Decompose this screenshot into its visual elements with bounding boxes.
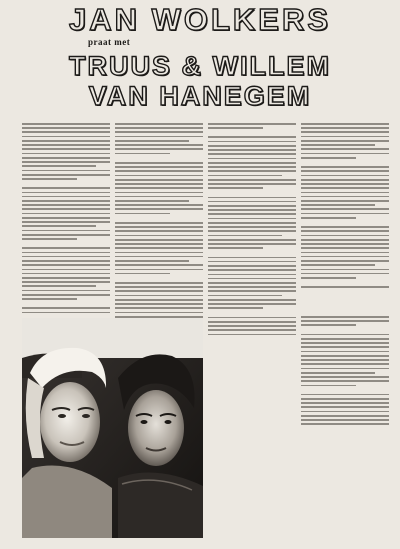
text-line [301,131,389,133]
text-line [208,153,296,155]
text-line [208,243,296,245]
text-line [301,123,389,125]
text-line [301,153,389,155]
text-line [208,197,296,199]
text-line [301,260,389,262]
text-line [208,183,296,185]
text-line [115,222,203,224]
text-line [208,286,296,288]
text-line [208,170,296,172]
text-line [115,140,189,142]
text-line [22,269,110,271]
text-line [301,166,389,168]
body-text [115,123,203,330]
text-line [115,247,203,249]
text-line [301,419,389,421]
text-line [301,226,389,228]
text-line [22,260,110,262]
text-line [301,183,389,185]
text-line [208,317,296,319]
text-line [115,148,203,150]
text-line [301,277,356,279]
text-line [208,299,296,301]
text-line [22,221,110,223]
text-line [22,192,110,194]
text-line [301,324,356,326]
text-line [115,192,203,194]
text-line [208,218,296,220]
text-line [301,256,389,258]
headline-connector: praat met [88,37,131,47]
text-line [301,415,389,417]
text-line [115,136,203,138]
text-line [115,290,203,292]
text-line [301,368,389,370]
text-line [22,294,110,296]
text-line [301,423,389,425]
text-line [22,187,110,189]
text-line [301,136,389,138]
text-line [301,411,389,413]
text-line [208,209,296,211]
text-line [208,213,296,215]
text-line [208,325,296,327]
text-line [22,144,110,146]
text-line [301,372,375,374]
text-line [301,385,356,387]
text-line [301,351,389,353]
text-line [115,166,203,168]
text-line [301,363,389,365]
text-line [208,162,296,164]
text-line [22,148,110,150]
text-line [22,312,110,314]
text-line [115,226,203,228]
text-line [115,303,203,305]
text-line [208,321,296,323]
text-line [115,264,203,266]
text-line [208,175,282,177]
text-line [115,282,203,284]
text-line [208,303,296,305]
text-line [208,145,296,147]
text-line [301,273,389,275]
text-line [208,235,282,237]
text-line [208,278,296,280]
text-line [115,269,203,271]
text-line [208,247,263,249]
text-line [115,170,203,172]
text-line [208,295,282,297]
text-line [22,256,110,258]
text-line [301,208,389,210]
text-line [208,149,296,151]
subject-name-line-1: TRUUS & WILLEM [69,51,331,81]
text-line [208,274,296,276]
body-column-3 [208,123,296,338]
text-line [22,123,110,125]
text-line [22,178,77,180]
text-line [301,144,375,146]
text-line [22,157,110,159]
text-line [22,140,110,142]
text-line [115,243,203,245]
text-line [22,234,110,236]
portrait-photo [22,318,203,538]
text-line [301,127,389,129]
text-line [22,252,110,254]
text-line [22,307,110,309]
text-line [22,273,110,275]
text-line [301,346,389,348]
text-line [22,170,110,172]
text-line [115,239,203,241]
text-line [22,277,110,279]
text-line [301,334,389,336]
text-line [115,299,203,301]
text-line [301,200,389,202]
text-line [301,170,389,172]
text-line [208,265,296,267]
text-line [22,281,110,283]
text-line [22,196,110,198]
text-line [22,298,77,300]
text-line [115,131,203,133]
text-line [115,127,203,129]
text-line [301,217,356,219]
text-line [22,127,110,129]
text-line [208,205,296,207]
text-line [301,398,389,400]
text-line [22,165,96,167]
text-line [208,239,296,241]
text-line [22,200,110,202]
text-line [301,148,389,150]
text-line [301,359,389,361]
text-line [115,252,203,254]
text-line [301,286,389,288]
text-line [22,290,110,292]
text-line [301,406,389,408]
text-line [208,290,296,292]
text-line [301,338,389,340]
text-line [22,264,110,266]
text-line [208,201,296,203]
text-line [22,285,96,287]
text-line [115,208,203,210]
text-line [115,260,189,262]
text-line [115,256,203,258]
text-line [301,342,389,344]
photo-caption [301,316,389,428]
text-line [115,175,203,177]
text-line [301,230,389,232]
text-line [208,334,296,336]
text-line [115,273,170,275]
text-line [301,252,389,254]
text-line [22,247,110,249]
text-line [208,230,296,232]
text-line [208,166,296,168]
text-line [115,179,203,181]
text-line [301,376,389,378]
text-line [208,307,263,309]
body-text [208,123,296,335]
text-line [301,247,389,249]
text-line [301,264,375,266]
text-line [301,402,389,404]
text-line [301,196,389,198]
text-line [208,123,296,125]
text-line [115,162,203,164]
text-line [22,131,110,133]
text-line [22,230,110,232]
text-line [208,141,296,143]
text-line [208,282,296,284]
text-line [22,153,110,155]
text-line [301,187,389,189]
text-line [22,225,96,227]
text-line [208,222,296,224]
text-line [22,204,110,206]
text-line [208,329,296,331]
text-line [208,179,296,181]
text-line [115,235,203,237]
text-line [301,140,389,142]
text-line [22,213,110,215]
text-line [208,261,296,263]
text-line [301,243,389,245]
text-line [301,235,389,237]
caption-text [301,316,389,425]
text-line [301,320,389,322]
text-line [115,144,203,146]
body-text [22,123,110,313]
text-line [208,269,296,271]
text-line [115,295,203,297]
text-line [115,213,170,215]
text-line [115,204,203,206]
text-line [115,187,203,189]
subject-name-line-2: VAN HANEGEM [88,81,312,111]
text-line [115,230,203,232]
text-line [301,394,389,396]
text-line [22,174,110,176]
text-line [208,257,296,259]
text-line [301,157,356,159]
text-line [115,200,189,202]
text-line [208,136,296,138]
text-line [115,183,203,185]
text-line [301,239,389,241]
text-line [115,307,203,309]
text-line [115,312,203,314]
body-column-4 [301,123,389,290]
text-line [22,161,110,163]
text-line [208,127,263,129]
text-line [301,316,389,318]
text-line [301,213,389,215]
text-line [301,269,389,271]
text-line [208,187,263,189]
text-line [115,123,203,125]
text-line [22,217,110,219]
text-line [208,158,296,160]
body-text [301,123,389,288]
text-line [115,196,203,198]
text-line [22,136,110,138]
text-line [301,175,389,177]
text-line [22,208,110,210]
text-line [208,226,296,228]
text-line [115,153,170,155]
text-line [301,204,375,206]
body-column-1 [22,123,110,316]
text-line [301,355,389,357]
author-name: JAN WOLKERS [68,2,332,37]
text-line [22,238,77,240]
text-line [301,380,389,382]
text-line [301,179,389,181]
body-column-2 [115,123,203,333]
article-headline [0,4,400,111]
text-line [301,192,389,194]
text-line [115,286,203,288]
portrait-photo-image [22,318,203,538]
